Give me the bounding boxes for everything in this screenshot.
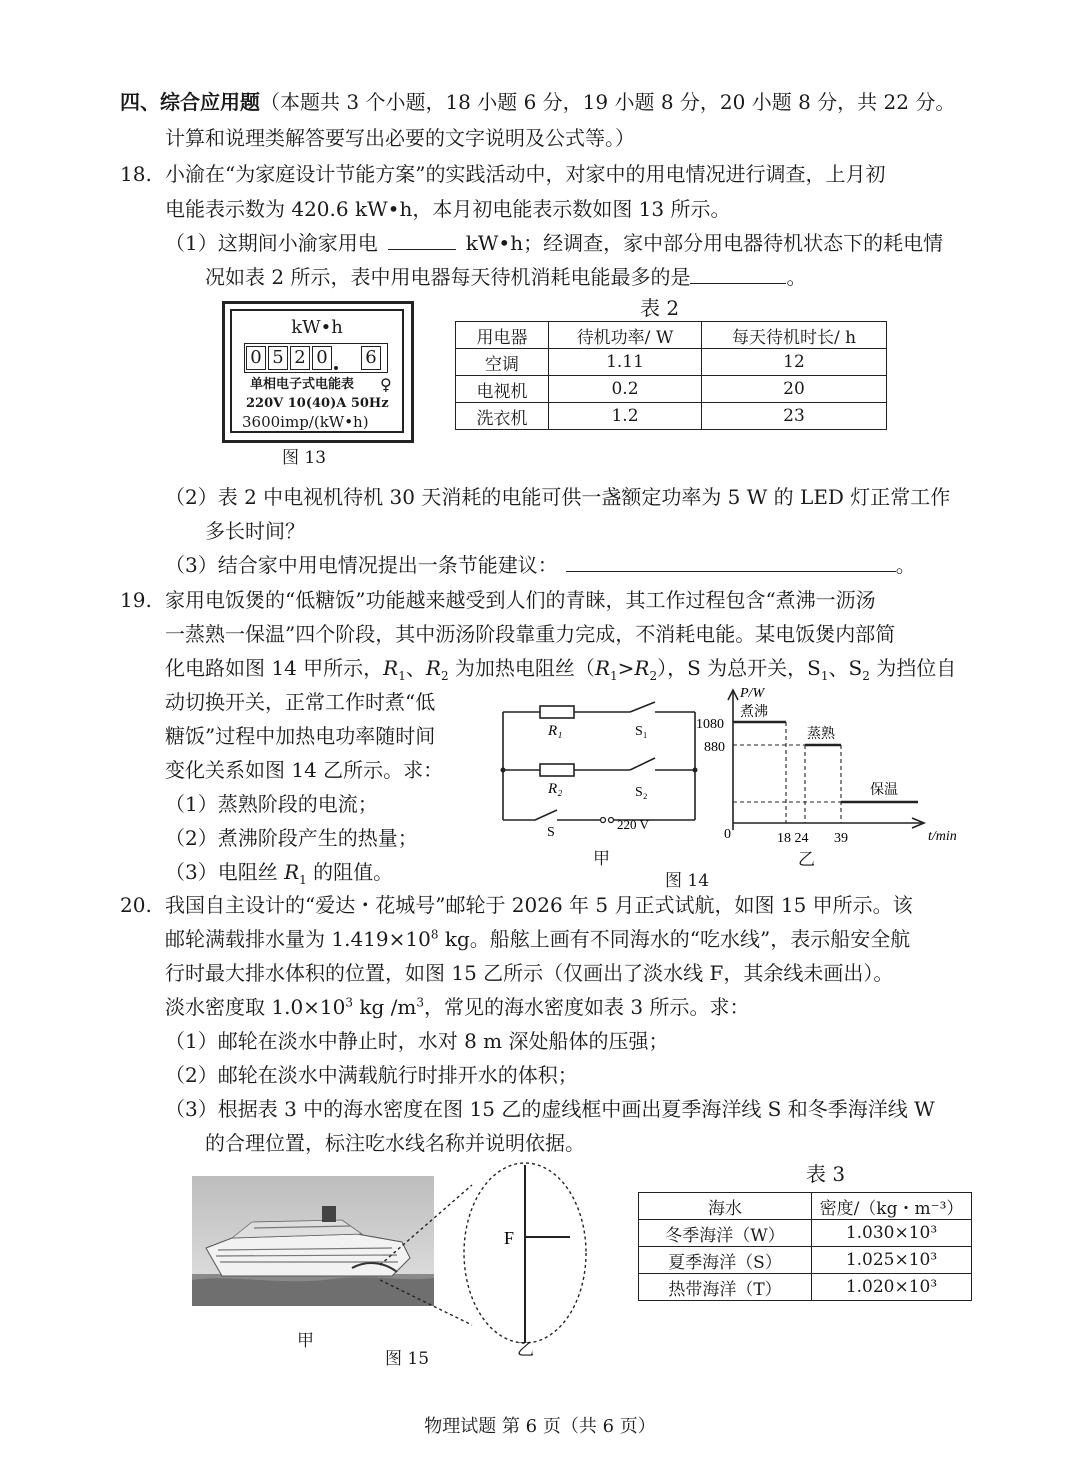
- s1-label: S₁: [635, 724, 648, 739]
- page-footer: 物理试题 第 6 页（共 6 页）: [424, 1416, 656, 1437]
- table-cell: 0.2: [549, 376, 702, 403]
- q18-line-2: 电能表示数为 420.6 kW•h，本月初电能表示数如图 13 所示。: [165, 197, 731, 221]
- q20-line-4: [165, 995, 749, 1019]
- q18-p3-text: （3）结合家中用电情况提出一条节能建议：: [165, 553, 558, 577]
- y-tick-880: 880: [704, 740, 725, 755]
- table-2: [455, 321, 887, 430]
- r2-symbol: R: [634, 656, 650, 680]
- meter-digit: 5: [268, 346, 288, 370]
- table-cell: 空调: [456, 349, 549, 376]
- table-header-cell: 海水: [639, 1193, 812, 1220]
- q19-text: 、: [405, 656, 426, 680]
- table-cell: 1.2: [549, 403, 702, 430]
- table-header-cell: 用电器: [456, 322, 549, 349]
- q18-part-1: [165, 231, 943, 255]
- s-label: S: [547, 825, 555, 840]
- subscript: 1: [398, 669, 406, 683]
- figure-15-caption: 图 15: [385, 1349, 430, 1369]
- figure-15-jia: 甲: [297, 1331, 314, 1351]
- q19-line-2: 一蒸熟一保温”四个阶段，其中沥汤阶段靠重力完成，不消耗电能。某电饭煲内部简: [165, 622, 896, 646]
- q20-text: ，常见的海水密度如表 3 所示。求：: [424, 995, 750, 1019]
- stage-boiling: 煮沸: [740, 705, 768, 720]
- meter-digits: [244, 343, 388, 373]
- r1-symbol: R: [383, 656, 399, 680]
- q18-number: 18.: [120, 162, 152, 186]
- meter-digit: 2: [290, 346, 310, 370]
- table-3: [638, 1192, 972, 1301]
- circuit-diagram: [495, 690, 705, 850]
- section-title: 四、综合应用题: [120, 90, 260, 114]
- section-note-2: 计算和说理类解答要写出必要的文字说明及公式等。）: [165, 126, 635, 150]
- meter-unit: kW•h: [291, 317, 343, 338]
- q19-number: 19.: [120, 588, 152, 612]
- meter-spec: 220V 10(40)A 50Hz: [246, 396, 389, 411]
- q18-p1-text-c: 况如表 2 所示，表中用电器每天待机消耗电能最多的是: [205, 265, 691, 289]
- answer-blank[interactable]: [690, 265, 786, 284]
- table-cell: 12: [702, 349, 887, 376]
- q20-text: kg。船舷上画有不同海水的“吃水线”，表示船安全航: [438, 927, 911, 951]
- q20-part-3: （3）根据表 3 中的海水密度在图 15 乙的虚线框中画出夏季海洋线 S 和冬季海洋线 W: [165, 1097, 935, 1121]
- q19-line-1: 家用电饭煲的“低糖饭”功能越来越受到人们的青睐，其工作过程包含“煮沸一沥汤: [165, 588, 876, 612]
- table-cell: 热带海洋（T）: [639, 1274, 812, 1301]
- section-header: [120, 90, 955, 114]
- q20-part-3-line-2: 的合理位置，标注吃水线名称并说明依据。: [205, 1131, 585, 1155]
- q19-part-2: （2）煮沸阶段产生的热量；: [165, 826, 418, 850]
- q19-part-1: （1）蒸熟阶段的电流；: [165, 792, 378, 816]
- table-row: [456, 403, 887, 430]
- meter-digit: 6: [361, 346, 381, 370]
- lamp-icon: ♀: [380, 375, 392, 394]
- q19-text: （3）电阻丝: [165, 860, 285, 884]
- q19-line-3: 化电路如图 14 甲所示，$R_1$、$R_2$ 为加热电阻丝$(R_1>R_2)$，S 为总开关，$S_1$、$S_2$ 为挡位自: [165, 656, 957, 683]
- superscript: 3: [345, 995, 354, 1010]
- table-cell: 电视机: [456, 376, 549, 403]
- meter-imp: 3600imp/(kW•h): [242, 413, 369, 431]
- figure-13-caption: 图 13: [282, 448, 327, 468]
- draft-line-diagram: [380, 1155, 620, 1355]
- x-tick-0: 0: [724, 827, 731, 842]
- q19-line-6: 变化关系如图 14 乙所示。求：: [165, 758, 444, 782]
- q19-text: 、S: [828, 656, 863, 680]
- table-header-row: [456, 322, 887, 349]
- x-tick-18-24: 18 24: [777, 831, 809, 846]
- section-note: （本题共 3 个小题，18 小题 6 分，19 小题 8 分，20 小题 8 分，共 22 分。: [260, 90, 956, 114]
- r1-symbol: R: [594, 656, 610, 680]
- table-cell: 1.030×10³: [812, 1220, 972, 1247]
- y-tick-1080: 1080: [696, 717, 724, 732]
- q18-part-1-line-2: [205, 265, 806, 289]
- table-3-caption: 表 3: [806, 1162, 846, 1186]
- q18-part-3: [165, 553, 916, 577]
- table-row: [639, 1274, 972, 1301]
- electric-meter: [222, 301, 414, 443]
- figure-14-caption: 图 14: [665, 871, 710, 891]
- q19-line-5: 糖饭”过程中加热电功率随时间: [165, 724, 436, 748]
- table-row: [639, 1247, 972, 1274]
- r1-label: R₁: [548, 723, 563, 739]
- s2-label: S₂: [635, 785, 648, 800]
- power-time-graph: [690, 680, 975, 850]
- table-cell: 冬季海洋（W）: [639, 1220, 812, 1247]
- q20-text: 淡水密度取 1.0×10: [165, 995, 346, 1019]
- x-tick-39: 39: [834, 831, 848, 846]
- q18-part-2: （2）表 2 中电视机待机 30 天消耗的电能可供一盏额定功率为 5 W 的 LED 灯正常工作: [165, 485, 951, 509]
- table-cell: 1.025×10³: [812, 1247, 972, 1274]
- table-cell: 20: [702, 376, 887, 403]
- q19-line-4: 动切换开关，正常工作时煮“低: [165, 690, 436, 714]
- table-cell: 1.020×10³: [812, 1274, 972, 1301]
- q18-p1-text-a: （1）这期间小渝家用电: [165, 231, 378, 255]
- q19-text: 为加热电阻丝（: [448, 656, 595, 680]
- table-cell: 夏季海洋（S）: [639, 1247, 812, 1274]
- q19-text: 为挡位自: [869, 656, 957, 680]
- q19-text: 的阻值。: [306, 860, 394, 884]
- meter-digit: 0: [246, 346, 266, 370]
- superscript: 8: [430, 927, 439, 942]
- decimal-point: [333, 344, 339, 372]
- q20-line-3: 行时最大排水体积的位置，如图 15 乙所示（仅画出了淡水线 F，其余线未画出）。: [165, 961, 894, 985]
- q20-text: kg /m: [353, 995, 417, 1019]
- answer-blank[interactable]: [388, 231, 456, 250]
- table-cell: 洗衣机: [456, 403, 549, 430]
- q18-part-2-line-2: 多长时间？: [205, 519, 305, 543]
- table-row: [639, 1220, 972, 1247]
- q18-p1-text-d: 。: [786, 265, 807, 289]
- y-axis-label: P/W: [740, 686, 765, 701]
- stage-keep-warm: 保温: [870, 783, 898, 798]
- table-header-cell: 密度/（kg・m⁻³）: [812, 1193, 972, 1220]
- table-cell: 23: [702, 403, 887, 430]
- table-2-caption: 表 2: [640, 296, 680, 320]
- meter-digit: 0: [312, 346, 332, 370]
- table-cell: 1.11: [549, 349, 702, 376]
- superscript: 3: [416, 995, 424, 1010]
- q20-number: 20.: [120, 893, 152, 917]
- r1-symbol: R: [284, 860, 300, 884]
- stage-steaming: 蒸熟: [807, 727, 835, 742]
- q20-line-1: 我国自主设计的“爱达・花城号”邮轮于 2026 年 5 月正式试航，如图 15 甲所示。该: [165, 893, 913, 917]
- gt-sign: >: [617, 656, 635, 680]
- q20-line-2: [165, 927, 910, 951]
- q18-line-1: 小渝在“为家庭设计节能方案”的实践活动中，对家中的用电情况进行调查，上月初: [165, 162, 886, 186]
- r2-label: R₂: [548, 781, 563, 797]
- voltage-label: 220 V: [617, 817, 649, 832]
- q20-text: 邮轮满载排水量为 1.419×10: [165, 927, 431, 951]
- table-row: [456, 376, 887, 403]
- q20-part-2: （2）邮轮在淡水中满载航行时排开水的体积；: [165, 1063, 578, 1087]
- table-header-cell: 每天待机时长/ h: [702, 322, 887, 349]
- q19-text: ），S 为总开关，S: [657, 656, 821, 680]
- table-row: [456, 349, 887, 376]
- freshwater-line-label: F: [504, 1228, 515, 1248]
- table-header-row: [639, 1193, 972, 1220]
- figure-14-yi: 乙: [798, 850, 815, 870]
- figure-14-jia: 甲: [593, 849, 610, 869]
- q19-part-3: （3）电阻丝 $R_1$ 的阻值。: [165, 860, 394, 887]
- q18-p3-end: 。: [895, 553, 916, 577]
- meter-name: 单相电子式电能表: [250, 377, 355, 392]
- r2-symbol: R: [425, 656, 441, 680]
- q20-part-1: （1）邮轮在淡水中静止时，水对 8 m 深处船体的压强；: [165, 1029, 669, 1053]
- answer-blank[interactable]: [566, 553, 896, 572]
- x-axis-label: t/min: [928, 829, 957, 844]
- q18-p1-text-b: kW•h；经调查，家中部分用电器待机状态下的耗电情: [465, 231, 944, 255]
- table-header-cell: 待机功率/ W: [549, 322, 702, 349]
- figure-15-yi: 乙: [517, 1340, 534, 1360]
- q19-text: 化电路如图 14 甲所示，: [165, 656, 384, 680]
